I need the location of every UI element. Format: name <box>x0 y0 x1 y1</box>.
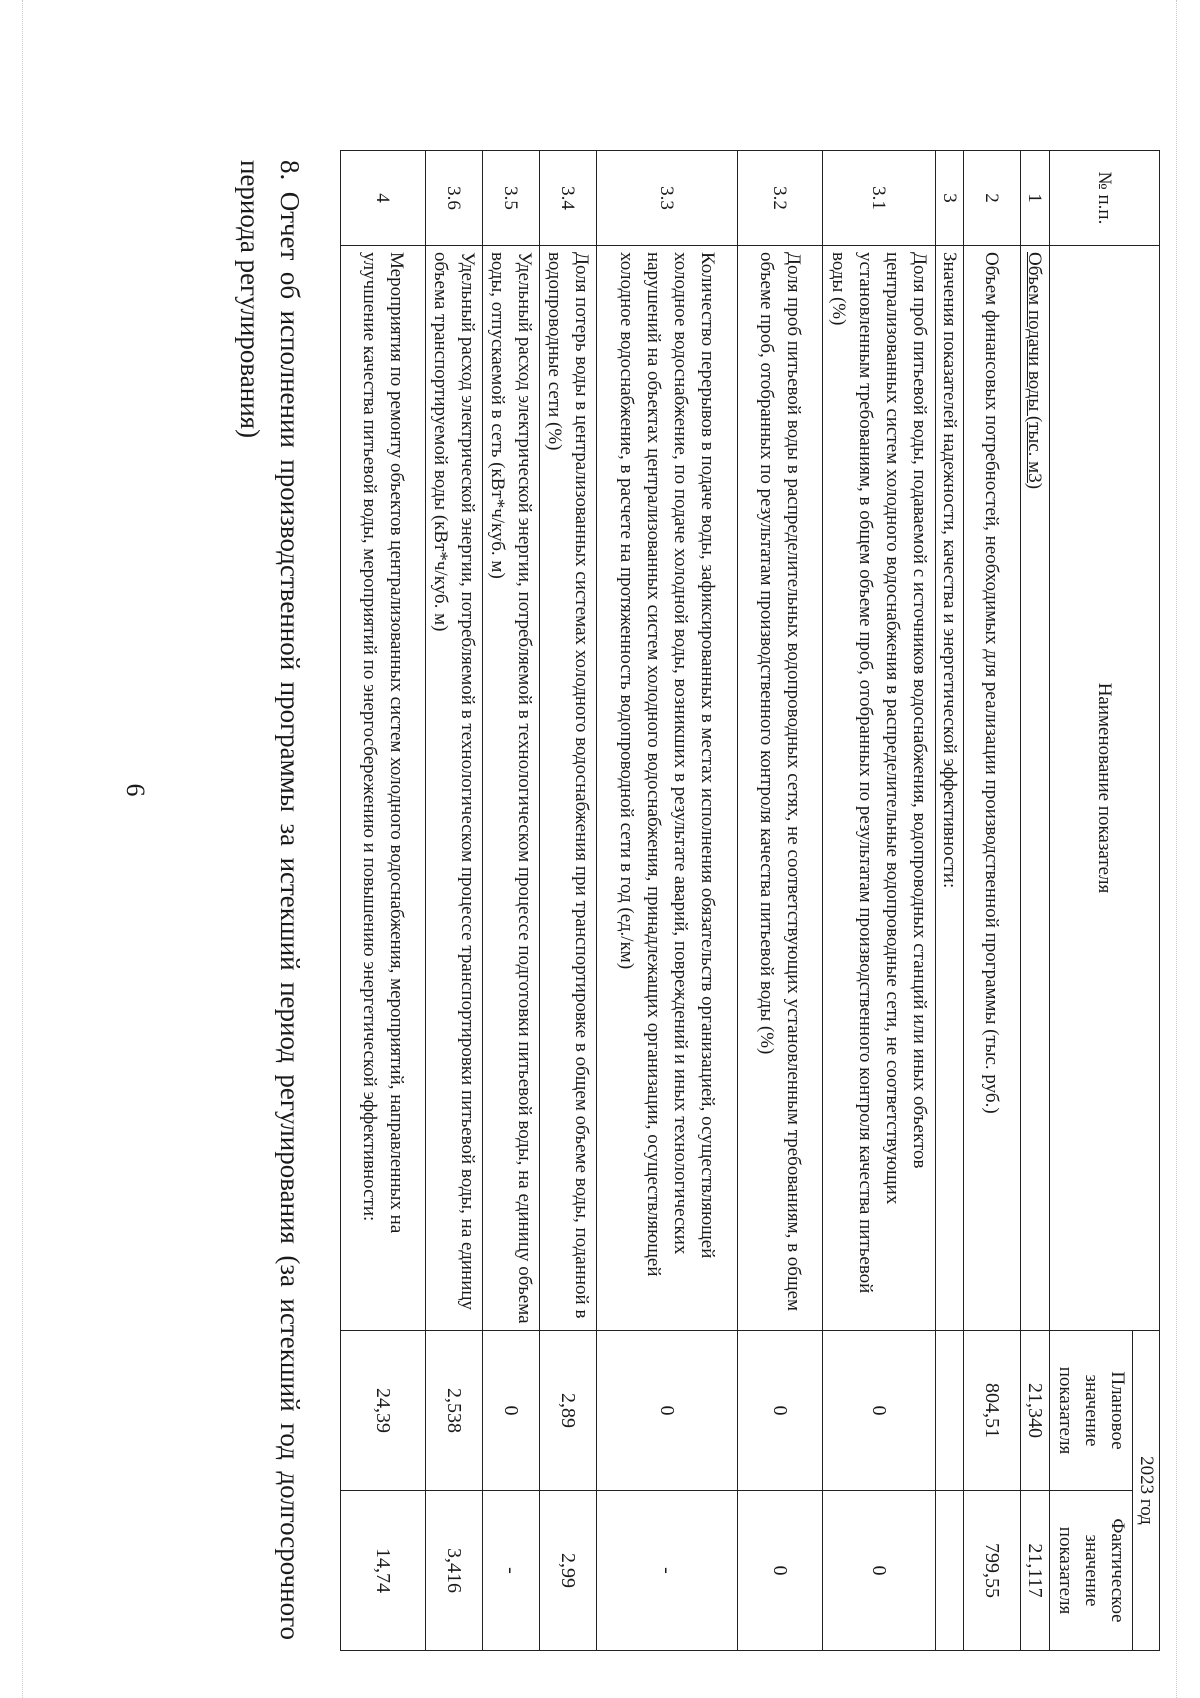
section-title: 8. Отчет об исполнении производственной программы за истекший период регулирования (за истекший год долгосрочного периода регулирования) <box>235 160 305 1640</box>
row-plan: 0 <box>738 1331 823 1491</box>
row-fact: 2,99 <box>540 1491 597 1651</box>
row-fact: 0 <box>738 1491 823 1651</box>
row-num: 3.3 <box>597 151 738 246</box>
header-name: Наименование показателя <box>1050 246 1160 1331</box>
row-name: Удельный расход электрической энергии, потребляемой в технологическом процессе подготовки питьевой воды, на единицу объема воды, отпускаемой в сеть (кВт*ч/куб. м) <box>483 246 540 1331</box>
row-name: Значения показателей надежности, качества и энергетической эффективности: <box>936 246 964 1331</box>
row-plan: 0 <box>483 1331 540 1491</box>
row-num: 3.4 <box>540 151 597 246</box>
row-name: Доля потерь воды в централизованных системах холодного водоснабжения при транспортировке в общем объеме воды, поданной в водопроводные сети (%) <box>540 246 597 1331</box>
table-row <box>540 151 597 1651</box>
row-num: 3.6 <box>426 151 483 246</box>
row-num: 1 <box>1021 151 1050 246</box>
table-row <box>426 151 483 1651</box>
row-fact: 14,74 <box>341 1491 426 1651</box>
row-fact: - <box>483 1491 540 1651</box>
row-num: 3.2 <box>738 151 823 246</box>
production-program-report-table <box>340 150 1160 1651</box>
row-num: 4 <box>341 151 426 246</box>
row-num: 3.5 <box>483 151 540 246</box>
row-name: Количество перерывов в подаче воды, зафиксированных в местах исполнения обязательств организацией, осуществляющей холодное водоснабжение, по подаче холодной воды, возникших в результате аварий, повреждений и иных технологических нарушений на объектах централизованных систем холодного водоснабжения, принадлежащих организации, осуществляющей холодное водоснабжение, в расчете на протяженность водопроводной сети в год (ед./км) <box>597 246 738 1331</box>
row-plan: 0 <box>597 1331 738 1491</box>
row-plan: 2,538 <box>426 1331 483 1491</box>
row-plan: 804,51 <box>964 1331 1021 1491</box>
row-fact: 21,117 <box>1021 1491 1050 1651</box>
row-fact: 799,55 <box>964 1491 1021 1651</box>
row-num: 3 <box>936 151 964 246</box>
table-row <box>1021 151 1050 1651</box>
row-plan <box>936 1331 964 1491</box>
row-plan: 21,340 <box>1021 1331 1050 1491</box>
row-fact: 3,416 <box>426 1491 483 1651</box>
header-fact: Фактическое значение показателя <box>1050 1491 1133 1651</box>
table-header-row <box>1133 151 1160 1651</box>
table-row <box>936 151 964 1651</box>
header-plan: Плановое значение показателя <box>1050 1331 1133 1491</box>
row-name: Объем финансовых потребностей, необходимых для реализации производственной программы (тыс. руб.) <box>964 246 1021 1331</box>
rotated-page <box>20 40 1160 1660</box>
header-year: 2023 год <box>1133 1331 1160 1651</box>
scan-edge-right <box>1176 0 1177 1698</box>
row-num: 3.1 <box>823 151 936 246</box>
row-name: Объем подачи воды (тыс. м3) <box>1021 246 1050 1331</box>
row-name: Доля проб питьевой воды в распределительных водопроводных сетях, не соответствующих установленным требованиям, в общем объеме проб, отобранных по результатам производственного контроля качества питьевой воды (%) <box>738 246 823 1331</box>
table-row <box>483 151 540 1651</box>
row-fact <box>936 1491 964 1651</box>
row-name: Удельный расход электрической энергии, потребляемой в технологическом процессе транспортировки питьевой воды, на единицу объема транспортируемой воды (кВт*ч/куб. м) <box>426 246 483 1331</box>
table-row <box>341 151 426 1651</box>
row-plan: 0 <box>823 1331 936 1491</box>
row-fact: - <box>597 1491 738 1651</box>
table-row <box>597 151 738 1651</box>
table-row <box>964 151 1021 1651</box>
header-num: № п.п. <box>1050 151 1160 246</box>
table-row <box>823 151 936 1651</box>
row-plan: 2,89 <box>540 1331 597 1491</box>
row-name: Мероприятия по ремонту объектов централизованных систем холодного водоснабжения, мероприятий, направленных на улучшение качества питьевой воды, мероприятий по энергосбережению и повышению энергетической эффективности: <box>341 246 426 1331</box>
row-plan: 24,39 <box>341 1331 426 1491</box>
table-row <box>738 151 823 1651</box>
row-name: Доля проб питьевой воды, подаваемой с источников водоснабжения, водопроводных станций или иных объектов централизованных систем холодного водоснабжения в распределительные водопроводные сети, не соответствующих установленным требованиям, в общем объеме проб, отобранных по результатам производственного контроля качества питьевой воды (%) <box>823 246 936 1331</box>
row-fact: 0 <box>823 1491 936 1651</box>
page-number: 6 <box>121 783 150 797</box>
row-num: 2 <box>964 151 1021 246</box>
